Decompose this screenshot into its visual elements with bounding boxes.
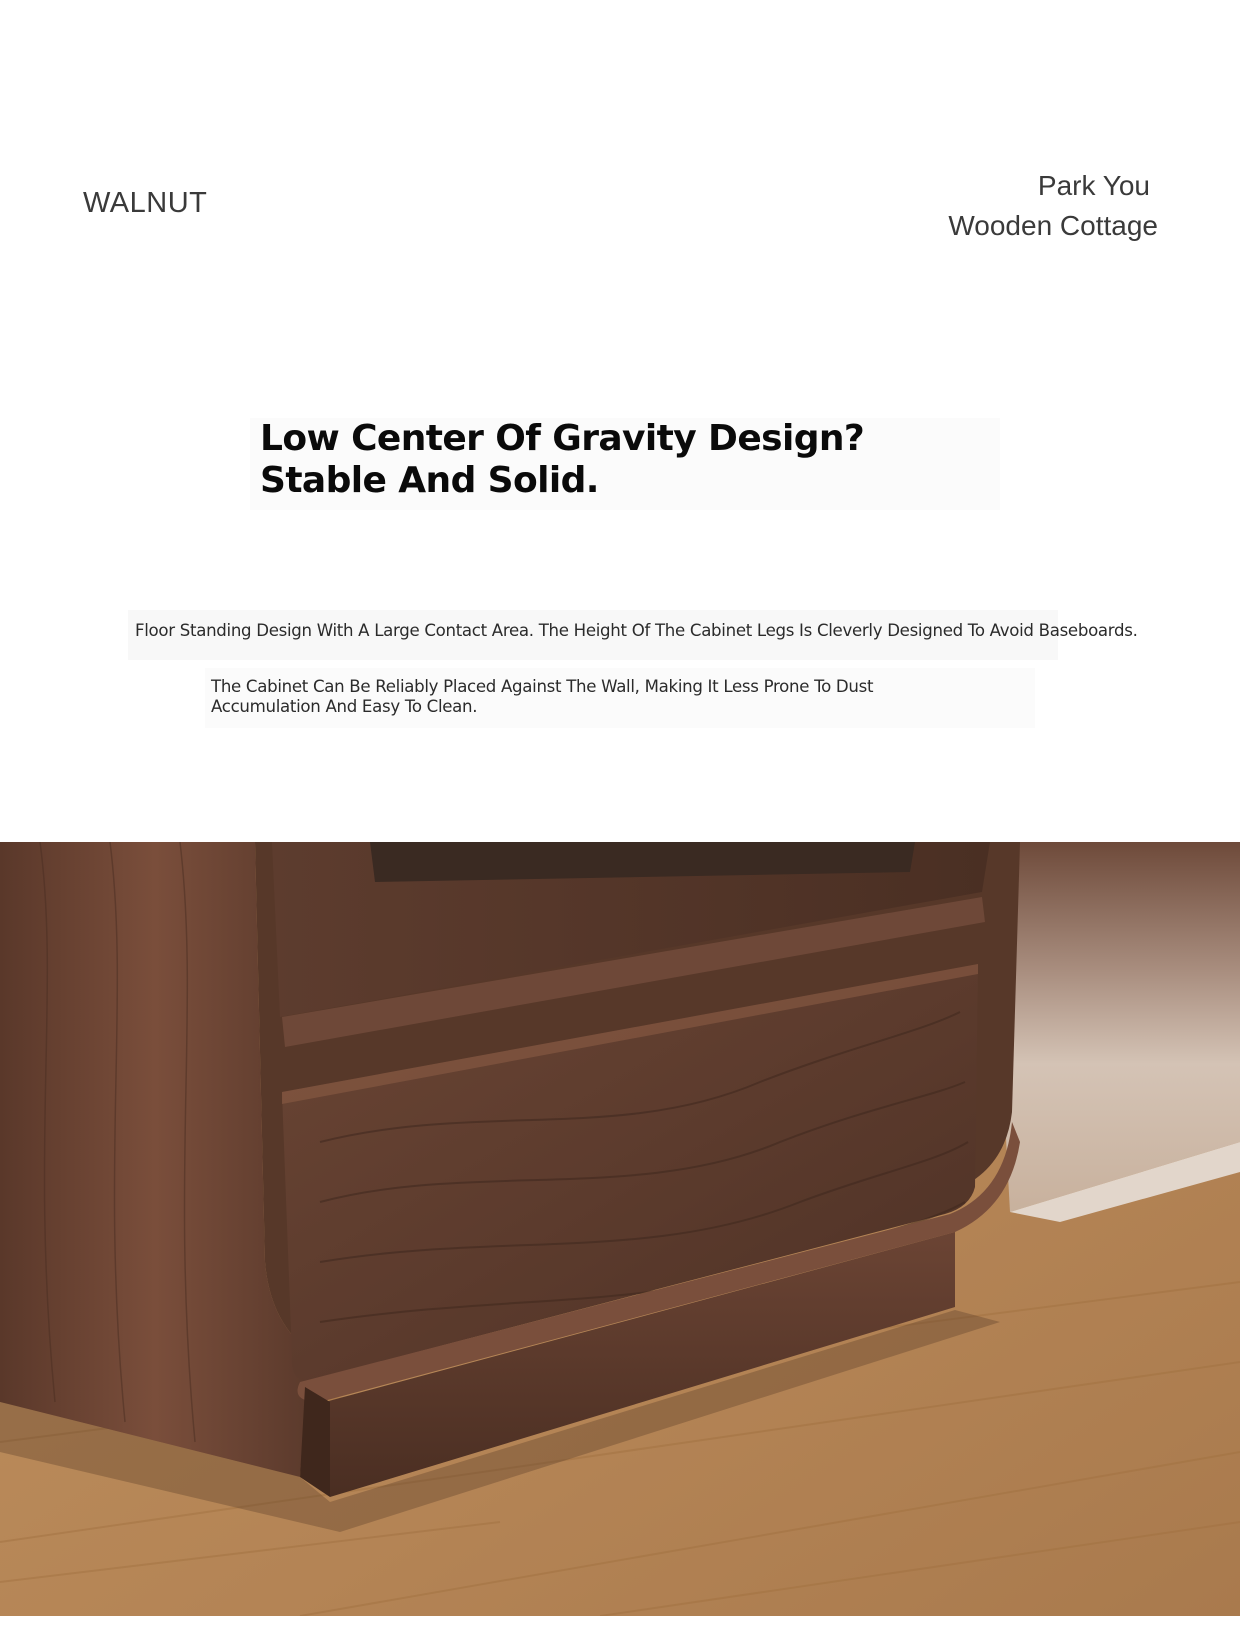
walnut-cabinet-illustration [0,842,1240,1616]
brand-maker-line2: Wooden Cottage [948,210,1158,241]
product-photo [0,842,1240,1616]
brand-maker-line1: Park You [1037,170,1150,201]
feature-paragraph-1: Floor Standing Design With A Large Contact Area. The Height Of The Cabinet Legs Is Cleverly Designed To Avoid Baseboards. [135,621,1138,640]
brand-maker-name [948,166,1158,246]
brand-material-label: WALNUT [83,187,208,219]
feature-paragraph-2: The Cabinet Can Be Reliably Placed Against The Wall, Making It Less Prone To Dust Accumulation And Easy To Clean. [211,677,874,716]
feature-headline: Low Center Of Gravity Design? Stable And Solid. [260,418,865,501]
